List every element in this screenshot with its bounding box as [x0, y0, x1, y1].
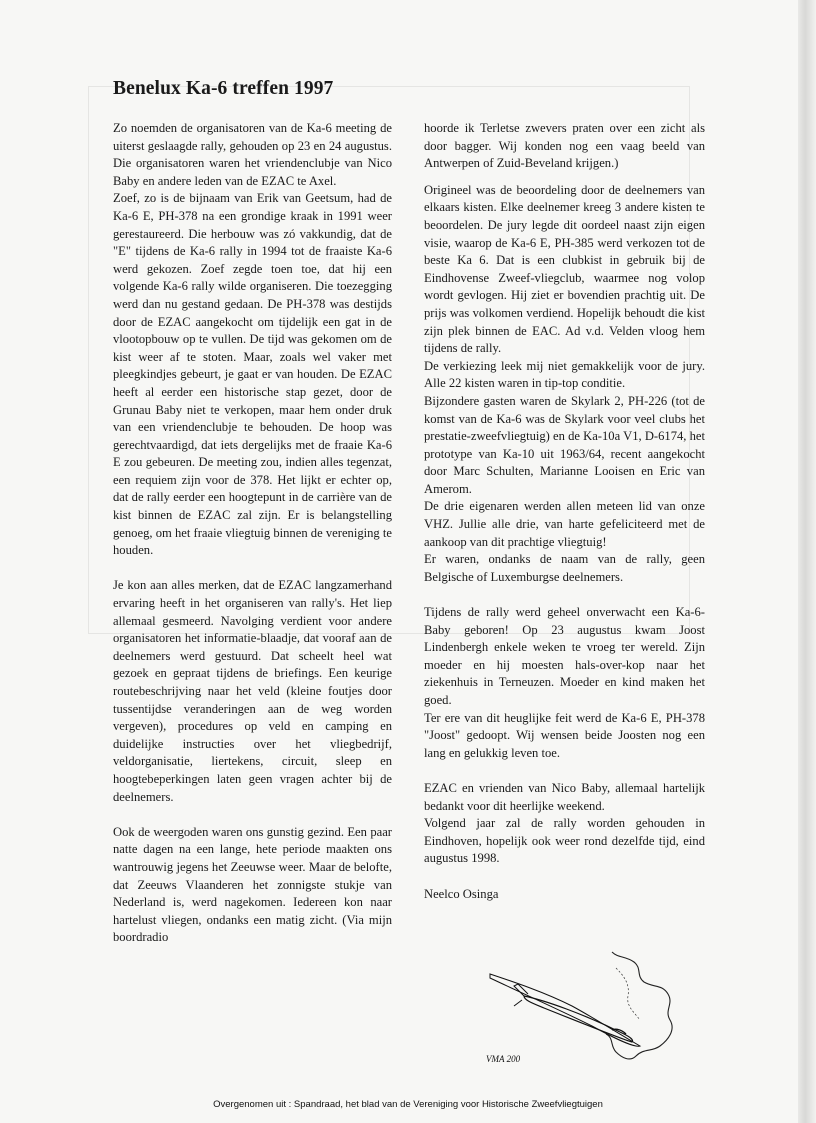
paragraph-visibility: hoorde ik Terletse zwevers praten over een zicht als door bagger. Wij konden nog een vaag beeld van Antwerpen of Zuid-Beveland krijgen.) [424, 121, 705, 171]
sketch-caption: VMA 200 [486, 1054, 521, 1064]
paragraph-guests: Bijzondere gasten waren de Skylark 2, PH-226 (tot de komst van de Ka-6 was de Skylark voor veel clubs het prestatie-zweefvliegtuig) en de Ka-10a V1, D-6174, het prototype van Ka-10 uit 1963/64, recent aangekocht door Marc Schulten, Marianne Looisen en Eric van Amerom. [424, 393, 705, 496]
paragraph-next-year: Volgend jaar zal de rally worden gehouden in Eindhoven, hopelijk ook weer rond dezelfde tijd, eind augustus 1998. [424, 816, 705, 866]
paragraph-weather: Ook de weergoden waren ons gunstig gezind. Een paar natte dagen na een lange, hete periode maakten ons wantrouwig jegens het Zeeuwse weer. Maar de belofte, dat Zeeuws Vlaanderen het zonnigste stukje van Nederland is, werd nagekomen. Iedereen kon naar hartelust vliegen, ondanks een matig zicht. (Via mijn boordradio [113, 824, 392, 945]
map-outline [606, 952, 672, 1059]
paragraph-participants: Er waren, ondanks de naam van de rally, geen Belgische of Luxemburgse deelnemers. [424, 552, 705, 584]
map-inner-line [616, 968, 640, 1020]
left-column [113, 120, 392, 947]
right-column [424, 120, 705, 903]
glider-map-sketch [484, 948, 696, 1068]
paragraph-judging: Origineel was de beoordeling door de deelnemers van elkaars kisten. Elke deelnemer kreeg 3 andere kisten te beoordelen. De jury legde dit oordeel naast zijn eigen visie, waarop de Ka-6 E, PH-385 werd verkozen tot de beste Ka 6. Dat is een clubkist in gebruik bij de Eindhovense Zweef-vliegclub, waarmee nog volop wordt gevlogen. Hij ziet er bovendien prachtig uit. De prijs was volkomen verdiend. Hopelijk behoudt die kist zijn plek binnen de EAC. Ad v.d. Velden vloog hem tijdens de rally. [424, 182, 705, 356]
paragraph-owners: De drie eigenaren werden allen meteen lid van onze VHZ. Jullie alle drie, van harte gefeliciteerd met de aankoop van dit prachtige vliegtuig! [424, 499, 705, 549]
paragraph-intro: Zo noemden de organisatoren van de Ka-6 meeting de uiterst geslaagde rally, gehouden op 23 en 24 augustus. Die organisatoren waren het vriendenclubje van Nico Baby en andere leden van de EZAC te Axel. [113, 121, 392, 188]
paragraph-jury: De verkiezing leek mij niet gemakkelijk voor de jury. Alle 22 kisten waren in tip-top conditie. [424, 358, 705, 391]
glider-wing [490, 974, 640, 1046]
paragraph-organisation: Je kon aan alles merken, dat de EZAC langzamerhand ervaring heeft in het organiseren van rally's. Het liep allemaal gesmeerd. Navolging verdient voor andere organisatoren het informatie-blaadje, dat vooraf aan de deelnemers werd gestuurd. Dat scheelt heel wat gezoek en gepraat tijdens de briefings. Een keurige routebeschrijving naar het veld (kleine foutjes door tussentijdse veranderingen aan de weg worden vergeven), procedures op veld en camping en duidelijke instructies over het vliegbedrijf, veldorganisatie, liertekens, circuit, sleep en hoogtebeperkingen laten geen vragen achter bij de deelnemers. [113, 578, 392, 804]
paragraph-christening: Ter ere van dit heuglijke feit werd de Ka-6 E, PH-378 "Joost" gedoopt. Wij wensen beide Joosten nog een lang en gelukkig leven toe. [424, 710, 705, 760]
paragraph-birth: Tijdens de rally werd geheel onverwacht een Ka-6-Baby geboren! Op 23 augustus kwam Joost Lindenbergh enkele weken te vroeg ter wereld. Zijn moeder en hij moesten hals-over-kop naar het ziekenhuis in Terneuzen. Moeder en kind maken het goed. [424, 605, 705, 707]
page-edge-shadow [798, 0, 816, 1123]
paragraph-thanks: EZAC en vrienden van Nico Baby, allemaal hartelijk bedankt voor dit heerlijke weekend. [424, 780, 705, 813]
author-signature: Neelco Osinga [424, 886, 499, 901]
page-footer: Overgenomen uit : Spandraad, het blad van de Vereniging voor Historische Zweefvliegtuigen [213, 1099, 603, 1110]
paragraph-zoef: Zoef, zo is de bijnaam van Erik van Geetsum, had de Ka-6 E, PH-378 na een grondige kraak in 1991 weer gerestaureerd. Die herbouw was zó vakkundig, dat de "E" tijdens de Ka-6 rally in 1994 tot de fraaiste Ka-6 werd gekozen. Zoef zegde toen toe, dat hij een volgende Ka-6 rally wilde organiseren. Die toezegging werd dan nu gestand gedaan. De PH-378 was destijds door de EZAC aangekocht om tijdelijk een gat in de vlootopbouw op te vullen. De tijd was gekomen om de kist weer af te stoten. Maar, zoals wel vaker met pleegkindjes gebeurt, je gaat er van houden. De EZAC heeft al eerder een historische stap gezet, door de Grunau Baby niet te verkopen, maar hem onder druk van een vriendenclubje te behouden. De hoop was gerechtvaardigd, dat iets dergelijks met de fraaie Ka-6 E zou gebeuren. De meeting zou, indien alles tegenzat, een requiem zijn voor de 378. Het lijkt er echter op, dat de rally eerder een hoogtepunt in de carrière van de kist binnen de EZAC zal zijn. Er is belangstelling genoeg, om het fraaie vliegtuig binnen de vereniging te houden. [113, 191, 392, 558]
article-title: Benelux Ka-6 treffen 1997 [113, 78, 334, 99]
